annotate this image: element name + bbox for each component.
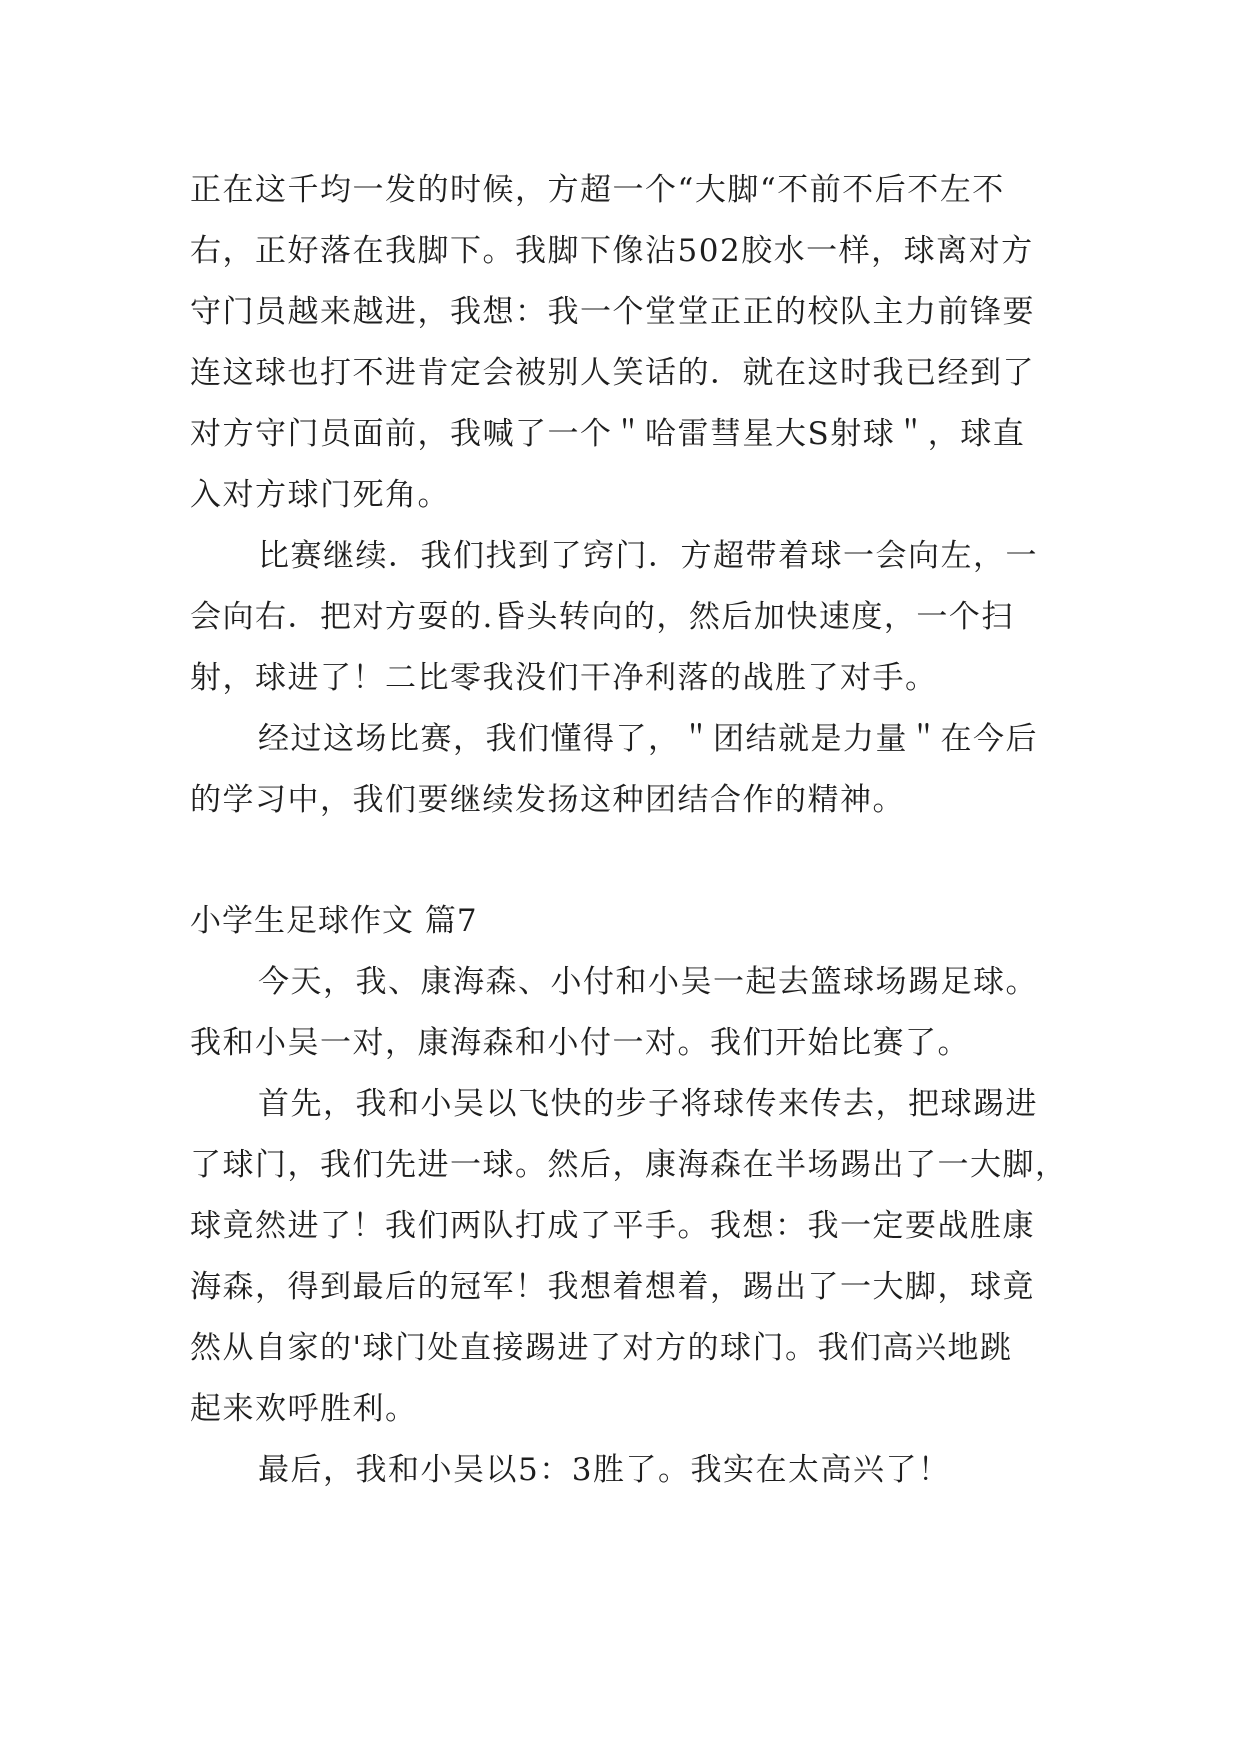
paragraph-conclusion — [190, 709, 1070, 831]
document-body — [190, 160, 1070, 1501]
text-line: 射，球进了！二比零我没们干净利落的战胜了对手。 — [190, 660, 938, 696]
essay-heading: 小学生足球作文 篇7 — [190, 903, 478, 939]
text-line: 今天，我、康海森、小付和小吴一起去篮球场踢足球。 — [258, 964, 1038, 1000]
text-line: 入对方球门死角。 — [190, 477, 450, 513]
text-line: 会向右．把对方耍的.昏头转向的，然后加快速度，一个扫 — [190, 599, 1014, 635]
text-line: 正在这千均一发的时候，方超一个“大脚“不前不后不左不 — [190, 172, 1005, 208]
text-line: 最后，我和小吴以5：3胜了。我实在太高兴了！ — [258, 1452, 951, 1488]
text-line: 守门员越来越进，我想：我一个堂堂正正的校队主力前锋要 — [190, 294, 1035, 330]
text-line: 球竟然进了！我们两队打成了平手。我想：我一定要战胜康 — [190, 1208, 1035, 1244]
paragraph-result — [190, 1440, 1070, 1501]
text-line: 连这球也打不进肯定会被别人笑话的．就在这时我已经到了 — [190, 355, 1035, 391]
text-line: 海森，得到最后的冠军！我想着想着，踢出了一大脚，球竟 — [190, 1269, 1035, 1305]
text-line: 了球门，我们先进一球。然后，康海森在半场踢出了一大脚， — [190, 1147, 1068, 1183]
paragraph-match — [190, 1074, 1070, 1440]
paragraph-intro — [190, 952, 1070, 1074]
text-line: 经过这场比赛，我们懂得了，＂团结就是力量＂在今后 — [258, 721, 1038, 757]
text-line: 我和小吴一对，康海森和小付一对。我们开始比赛了。 — [190, 1025, 970, 1061]
text-line: 右，正好落在我脚下。我脚下像沾502胶水一样，球离对方 — [190, 233, 1034, 269]
text-line: 比赛继续．我们找到了窍门．方超带着球一会向左，一 — [258, 538, 1038, 574]
text-line: 对方守门员面前，我喊了一个＂哈雷彗星大S射球＂，球直 — [190, 416, 1026, 452]
text-line: 然从自家的'球门处直接踢进了对方的球门。我们高兴地跳 — [190, 1330, 1013, 1366]
text-line: 首先，我和小吴以飞快的步子将球传来传去，把球踢进 — [258, 1086, 1038, 1122]
text-line: 起来欢呼胜利。 — [190, 1391, 418, 1427]
paragraph-match-continues — [190, 526, 1070, 709]
text-line: 的学习中，我们要继续发扬这种团结合作的精神。 — [190, 782, 905, 818]
paragraph-final-goal — [190, 160, 1070, 526]
section-gap — [190, 831, 1070, 891]
